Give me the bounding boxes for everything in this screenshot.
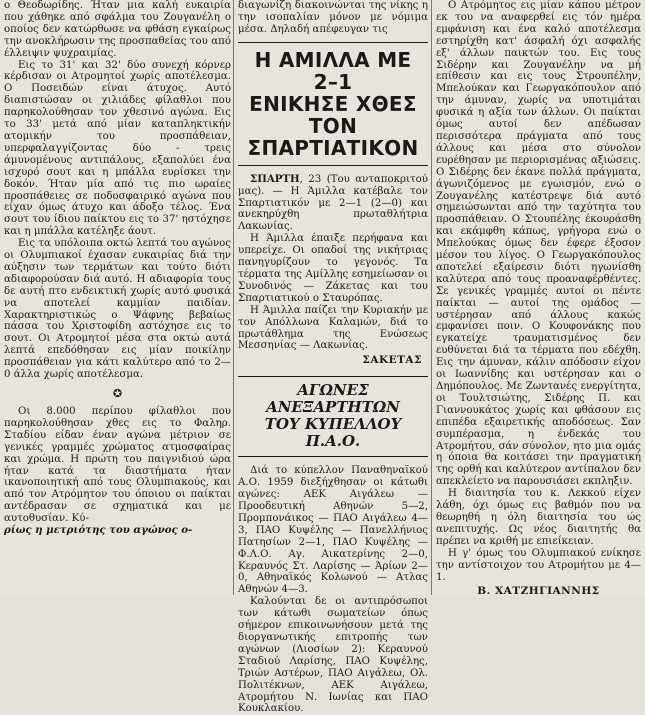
subheadline-block <box>238 376 428 457</box>
article-paragraph: Η γ' όμως του Ολυμπιακού ενίκησε την αντίστοιχον του Ατρομήτου με 4—1. <box>436 547 641 583</box>
article-body <box>436 0 641 597</box>
left-column <box>4 0 231 595</box>
headline-line: ΕΝΙΚΗΣΕ ΧΘΕΣ <box>249 91 417 116</box>
article-paragraph: Εις το 31' και 32' δύο συνεχή κόρνερ κέρδισαν οι Ατρομητοί χωρίς αποτέλεσμα. Ο Ποσειδών είναι άτυχος. Αυτό διαπιστώσαν οι χιλιάδες φίλαθλοι που παρηκολούθησαν τον χθεσινό αγώνα. Εις το 33' μετά από μίαν καταπληκτικήν ατομικήν του προσπάθειαν, υπερφαλαγγίζοντας δύο - τρεις άμυνομένους αντιπάλους, εξαπολύει ένα ισχυρό σουτ και η μπάλλα ευρίσκει την δοκόν. Ήταν μία από τις πιο ωραίες προσπάθειες σε ποδοσφαιρικό αγώνα που είχαν όμως άτυχο και άδοξο τέλος. Ένα σουτ του ίδιου παίκτου εις το 37' ηστόχησε και η μπάλλα κατέληξε άουτ. <box>4 59 231 238</box>
headline-line: Η ΑΜΙΛΛΑ ΜΕ 2–1 <box>254 47 412 94</box>
right-column <box>436 0 641 598</box>
author-signature: ΣΑΚΕΤΑΣ <box>362 354 422 367</box>
article-paragraph: Εις τα υπόλοιπα οκτώ λεπτά του αγώνος οι Ολυμπιακοί έχασαν ευκαιρίας διά την αύξησιν των τερμάτων και τούτο διότι αδιαφορούσαν διά αυτό. Η αδιαφορία τους δε αυτή πτο ενδεικτική χωρίς αυτό φυσικά να αποτελεί καμμίαν παιδίαν. Χαρακτηριστικώς ο Ψάφνης βεβαίως πάσσα του Χριστοφίδη αστόχησε εις το σουτ. Οι Ατρομητοί μέσα στα οκτώ αυτά λεπτά επεδόθησαν εις μίαν ποικίλην προσπάθειαν για κάτι καλύτερο από το 2—0 άλλα χωρίς αποτέλεσμα. <box>4 238 231 381</box>
dateline-city: ΣΠΑΡΤΗ <box>250 172 300 185</box>
column-divider <box>431 0 432 595</box>
article-paragraph: Η διαιτησία του κ. Λεκκού είχεν λάθη, όχι όμως εις βαθμόν που να θεωρηθή η όλη διαιτησία του ώς ανεπιτυχής. Ως νέος διαιτητής θα πρέπει να κριθή με επιείκειαν. <box>436 488 641 547</box>
article-paragraph: Καλούνται δε οι αντιπρόσωποι των κάτωθι σωματείων όπως σήμερον επικοινωνήσουν μετά της διοργανωτικής επιτροπής των αγώνων (Λιοσίων 2): Κεραυνού Σταδιού Λαρίσης, ΠΑΟ Κυψέλης, Τριών Αστέρων, ΠΑΟ Αιγάλεω, Ολ. Πολιτέκνων, ΑΕΚ Αιγάλεω, Ατρομήτου Ν. Ιωνίας και ΠΑΟ Κουκλακίου. <box>238 596 428 715</box>
continued-text: διαγωνίζη διακοινώνται της νίκης η την ισοπαλίαν μόνον με νόμιμα μέσα. Δηλαδή απέφευγαν τις <box>238 0 428 35</box>
article-paragraph: ο Θεοδωρίδης. Ήταν μια καλή ευκαιρία που χάθηκε από σφάλμα του Ζουγανέλη ο οποίος δεν κατώρθωσε να φθάση εγκαίρως την ανοκλήρωσιν της προσπαθείας του από έλλειψιν ψυχραιμίας. <box>4 0 231 59</box>
headline-block <box>238 42 428 166</box>
author-signature: Β. ΧΑΤΖΗΓΙΑΝΝΗΣ <box>477 585 600 598</box>
middle-column <box>238 0 428 715</box>
article-body <box>238 174 428 367</box>
dateline-paragraph: ΣΠΑΡΤΗ, 23 (Του ανταποκριτού μας). — Η Άμιλλα κατέβαλε τον Σπαρτιατικόν με 2—1 (2—0) και ανεκηρύχθη πρωταθλήτρια Λακωνίας. <box>238 172 428 233</box>
subheadline-line: ΑΓΩΝΕΣ ΑΝΕΞΑΡΤΗΤΩΝ <box>266 381 400 417</box>
article-paragraph: Διά το κύπελλον Παναθηναϊκού Α.Ο. 1959 διεξήχθησαν οι κάτωθι αγώνες: ΑΕΚ Αιγάλεω — Προοδευτική Αθηνών 5—2, Προμπονάικος — ΠΑΟ Αιγάλεω 4—3, ΠΑΟ Κυψέλης — Πανελλήνιος Πατησίων 2—1, ΠΑΟ Κυψέλης — Φ.Λ.Ο. Αγ. Αικατερίνης 2—0, Κεραυνός Στ. Λαρίσης — Άρίων 2—0, Αθηναϊκός Κολωνού — Ατλας Αθηνών 4—3. <box>238 465 428 596</box>
dateline-text: 23 (Του ανταποκριτού μας). — Η Άμιλλα κατέβαλε τον Σπαρτιατικόν με 2—1 (2—0) και ανεκηρύχθη πρωταθλήτρια Λακωνίας. <box>238 173 428 233</box>
column-divider <box>233 0 234 595</box>
article-paragraph: Ο Ατρόμητος εις μίαν κάπου μέτρον εκ του να αναφερθεί εις τόν ημέρα εμφάνιση και ένα καλό αποτέλεσμα εστηρίχθη κατ' άσφαλή όχι ασφαλής εξ' άλλων παικτών του. Εις τους Σιδέρην και Ζουγανέλην να μή επίθεσιν και εις τους Στρουπέλην, Μπελούκαν και Γεωργακόπουλον από την άμυναν, χωρίς να υποτιμάται φυσικά η αξία των άλλων. Οι παίκται όμως αυτοί δεν απέδωσαν περισσότερα πράγματα από τους άλλους και μέσα στο σύνολον ευρέθησαν με περιορισμένας αξιώσεις. Ο Σιδέρης δεν έκανε πολλά πράγματα, άγωνιζόμενος με εγωισμόν, ενώ ο Ζουγανέλης κατέστρεψε διά αυτό σημειώσωνται από την ταχύτητα του προσπάθειαν. Ο Στουπέλης έκουράσθη και εκάμφθη κάπως, γρήγορα ενώ ο Μπελούκας όμως δεν έφερε έξοσον μέσον του λίγος. Ο Γεωργακόπουλος αποτελεί εξαίρεσιν διότι ηγωνίσθη καλύτερα από τους προαναφέρθέντες. Σε γενικές γραμμές αυτοί οι πέντε παίκται — αυτοί της ομάδος — υστέρησαν από άλλους κακώς εμφανίσει ποιν. Ο Κουφονάκης που εγκατείχε τραυματισμένος δεν ευθύνεται διά τα τέρματα που εδέχθη. Εις την άμυναν, κάλιν απόδοσιν είχον οι Ιωαννίδης και υστέρησαν και ο Δημόπουλος. Με Ζωντανές ενεργίτητα, οι Τουλτσιώτης, Σιδέρης Π. και Γιαννουκάτος χωρίς και φθάσουν εις επιπέδα εξαιρετικής αποδόσεως. Σαν συμπέρασμα, η ένδεκάς του Ατρομήτου, σάν σύνολον, ητο μια ομάς η όποια θα κοιτάσει την πραγματική της ορθή και καλύτερον αντίπαλον δεν απεκλείετο να παρουσιάσει εκπληξιν. <box>436 0 641 488</box>
article-paragraph: Η Άμιλλα έπαιξε περήφανα και υπερείχε. Οι οπαδοί της νικήτριας πανηγυρίζουν το γεγονός. Τα τέρματα της Αμίλλης εσημείωσαν οι Συνοδινός — Ζάκετας και του Σπαρτιατικού ο Σταυρόπας. <box>238 233 428 304</box>
subheadline-line: ΤΟΥ ΚΥΠΕΛΛΟΥ Π.Α.Ο. <box>264 415 402 451</box>
article-paragraph: Η Άμιλλα παίζει την Κυριακήν με τον Απόλλωνα Καλαμών, διά το πρωτάθλημα της Ενώσεως Μεσσηνίας — Λακωνίας. <box>238 304 428 352</box>
article-paragraph-tail: ρίως η μετριότης του αγώνος ο- <box>4 524 193 537</box>
headline-line: ΤΟΝ ΣΠΑΡΤΙΑΤΙΚΟΝ <box>247 113 419 160</box>
cup-article-body <box>238 465 428 715</box>
separator-star-icon: ✪ <box>112 387 123 400</box>
article-paragraph: Οι 8.000 περίπου φίλαθλοι που παρηκολούθησαν χθες εις το Φαληρ. Σταδίου είδαν έναν αγώνα μέτριον σε γενικές γραμμές χρώματος ατμοσφαίρας και χρώμα. Η πρώτη του παιγνιδιού ώρα ήταν κατά τα διαστήματα ήταν ικανοποιητική από τους Ολυμπιακούς, και από τον Ατρόμητον του όποιου οι παίκται αντέδρασαν σε σχηματικά και με αυτοθυσίαν. Κύ- <box>4 406 231 525</box>
